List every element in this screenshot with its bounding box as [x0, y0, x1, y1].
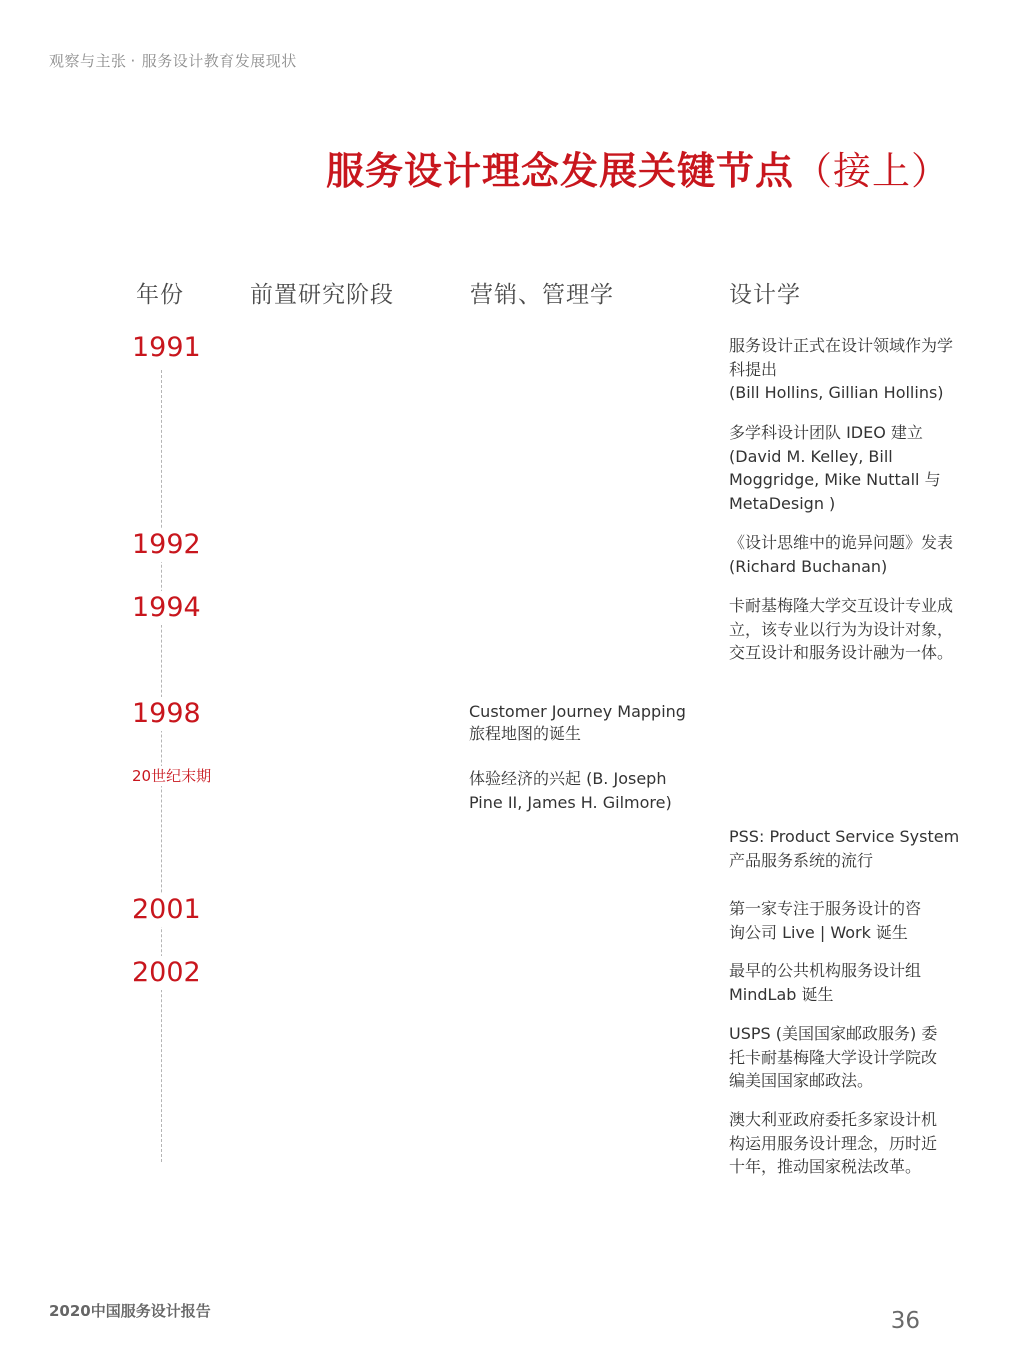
entry-2002-usps: USPS (美国国家邮政服务) 委 托卡耐基梅隆大学设计学院改 编美国国家邮政法。 — [729, 1024, 938, 1090]
breadcrumb-topic: 服务设计教育发展现状 — [141, 52, 297, 70]
entry-1992-wicked-problems: 《设计思维中的诡异问题》发表 (Richard Buchanan) — [729, 533, 954, 576]
footer-report-title: 2020中国服务设计报告 — [49, 1302, 211, 1320]
page-title-main: 服务设计理念发展关键节点 — [325, 149, 794, 193]
breadcrumb-section: 观察与主张 — [49, 52, 127, 70]
page-title-suffix: （接上） — [793, 149, 950, 193]
year-label-1992: 1992 — [132, 529, 201, 560]
entry-experience-economy: 体验经济的兴起 (B. Joseph Pine II, James H. Gilmore) — [469, 769, 672, 812]
page-number: 36 — [890, 1308, 920, 1334]
entry-2002-australia-tax-reform: 澳大利亚政府委托多家设计机 构运用服务设计理念，历时近 十年，推动国家税法改革。 — [729, 1110, 938, 1176]
page-title — [326, 140, 950, 195]
breadcrumb-separator: · — [130, 52, 136, 70]
year-label-2001: 2001 — [132, 894, 201, 925]
year-label-1998: 1998 — [132, 698, 201, 729]
column-header-marketing: 营销、管理学 — [470, 282, 614, 308]
entry-1994-cmu-interaction-design: 卡耐基梅隆大学交互设计专业成 立，该专业以行为为设计对象， 交互设计和服务设计融为一体。 — [729, 596, 954, 662]
entry-2001-livework: 第一家专注于服务设计的咨 询公司 Live | Work 诞生 — [729, 899, 922, 942]
entry-2002-mindlab: 最早的公共机构服务设计组 MindLab 诞生 — [729, 961, 922, 1004]
year-label-2002: 2002 — [132, 957, 201, 988]
era-label: 20世纪末期 — [132, 767, 212, 785]
year-label-1991: 1991 — [132, 332, 201, 363]
entry-1998-customer-journey-mapping: Customer Journey Mapping 旅程地图的诞生 — [469, 702, 686, 743]
column-header-design: 设计学 — [729, 282, 801, 308]
year-label-1994: 1994 — [132, 592, 201, 623]
breadcrumb — [49, 50, 297, 71]
column-header-pre-research: 前置研究阶段 — [250, 282, 394, 308]
column-header-year: 年份 — [136, 282, 184, 308]
entry-pss: PSS: Product Service System 产品服务系统的流行 — [729, 827, 960, 870]
entry-1991-service-design-proposed: 服务设计正式在设计领域作为学 科提出 (Bill Hollins, Gillian Hollins) — [729, 336, 954, 402]
entry-1991-ideo-founded: 多学科设计团队 IDEO 建立 (David M. Kelley, Bill Moggridge, Mike Nuttall 与 MetaDesign ) — [729, 423, 941, 513]
